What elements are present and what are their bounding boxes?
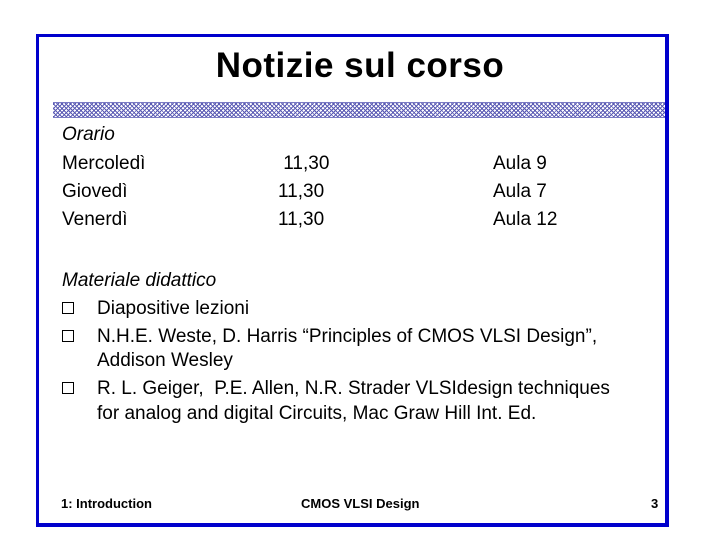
footer-course-title: CMOS VLSI Design <box>301 496 420 511</box>
schedule-time-2: 11,30 <box>278 181 325 202</box>
checkbox-bullet-icon <box>62 302 74 314</box>
schedule-time-1: 11,30 <box>278 153 330 174</box>
checkbox-bullet-icon <box>62 330 74 342</box>
checkbox-bullet-icon <box>62 382 74 394</box>
material-item-2-line-2: Addison Wesley <box>97 350 233 371</box>
schedule-day-2: Giovedì <box>62 181 128 202</box>
schedule-room-3: Aula 12 <box>493 209 558 230</box>
material-item-1-line-1: Diapositive lezioni <box>97 298 250 319</box>
schedule-room-2: Aula 7 <box>493 181 547 202</box>
title-divider <box>53 102 665 118</box>
material-item-3-line-1: R. L. Geiger, P.E. Allen, N.R. Strader VLSIdesign techniques <box>97 378 610 399</box>
footer-page-number: 3 <box>651 496 659 511</box>
slide-title: Notizie sul corso <box>215 46 505 85</box>
schedule-room-1: Aula 9 <box>493 153 547 174</box>
schedule-day-1: Mercoledì <box>62 153 146 174</box>
schedule-time-3: 11,30 <box>278 209 325 230</box>
schedule-heading: Orario <box>62 124 115 145</box>
materials-heading: Materiale didattico <box>62 270 217 291</box>
material-item-2-line-1: N.H.E. Weste, D. Harris “Principles of CMOS VLSI Design”, <box>97 326 598 347</box>
schedule-day-3: Venerdì <box>62 209 128 230</box>
footer-chapter: 1: Introduction <box>61 496 152 511</box>
material-item-3-line-2: for analog and digital Circuits, Mac Graw Hill Int. Ed. <box>97 403 537 424</box>
